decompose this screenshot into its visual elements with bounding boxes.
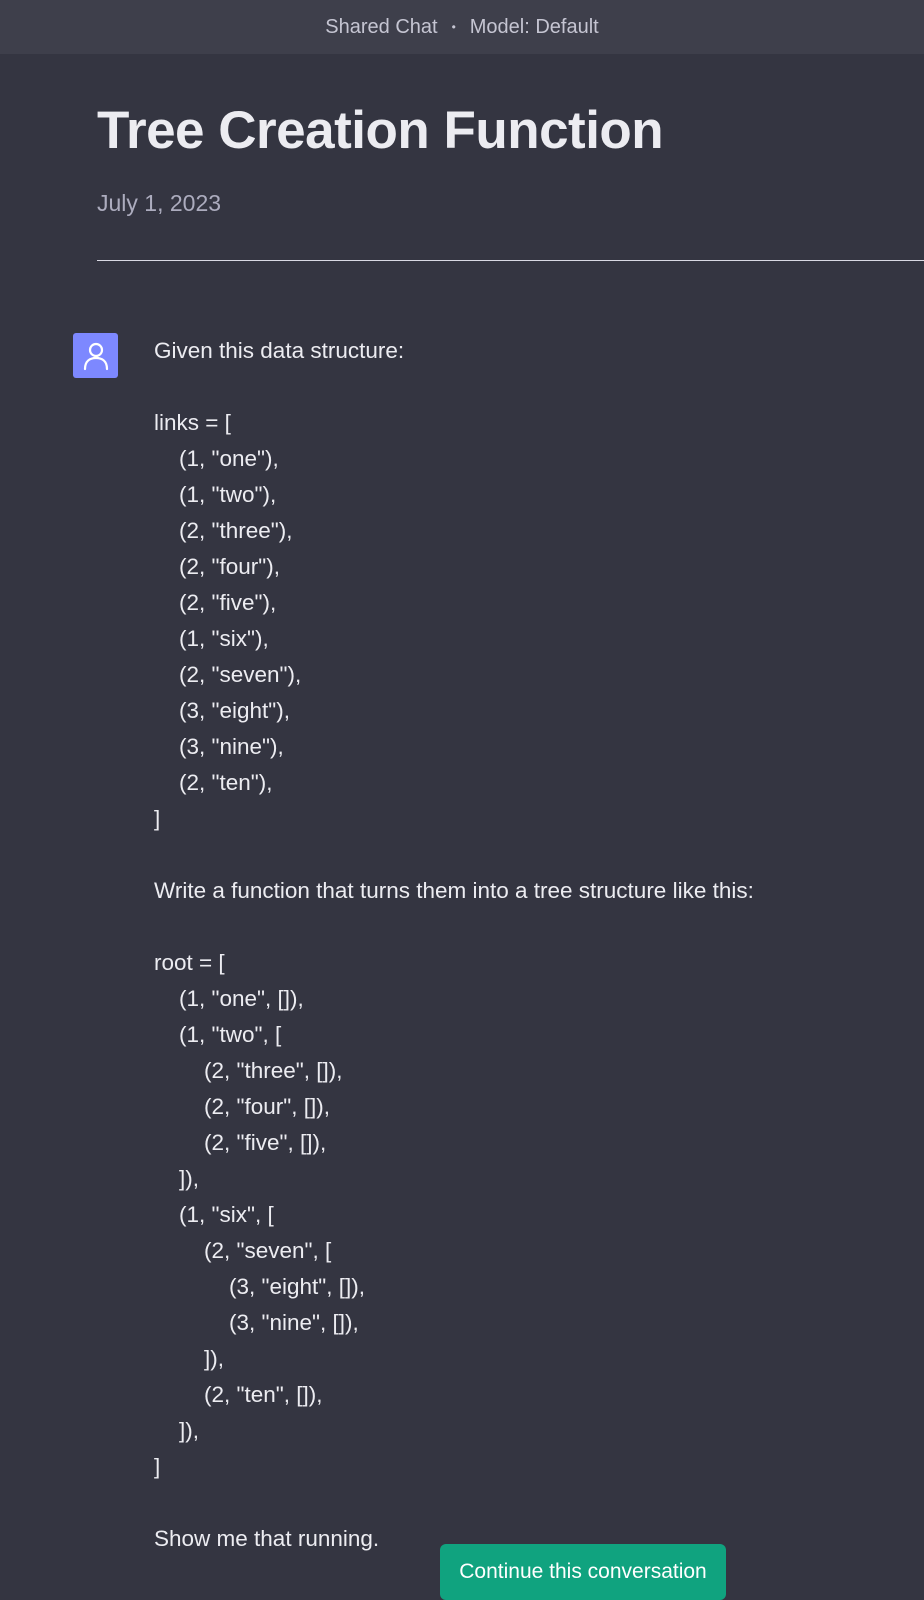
code-line: links = [ [154,410,231,435]
code-line: (2, "four"), [154,554,281,579]
top-bar [0,0,924,54]
code-line: (3, "nine"), [154,734,284,759]
page-title: Tree Creation Function [97,101,664,160]
user-message [154,333,894,1557]
code-line: (2, "five", []), [154,1130,327,1155]
header-divider [97,260,924,261]
code-line: ] [154,806,161,831]
conversation-date: July 1, 2023 [97,190,222,216]
user-icon [83,341,109,371]
code-line: (2, "ten"), [154,770,273,795]
root-code-block [154,945,894,1485]
code-line: root = [ [154,950,225,975]
code-line: (1, "two", [ [154,1022,282,1047]
spacer [154,1485,894,1521]
code-line: ]), [154,1418,199,1443]
separator-dot: • [451,20,456,34]
code-line: (2, "four", []), [154,1094,331,1119]
links-code-block [154,405,894,837]
spacer [154,909,894,945]
code-line: (1, "two"), [154,482,277,507]
code-line: (1, "six", [ [154,1202,274,1227]
code-line: (2, "seven", [ [154,1238,332,1263]
message-instruction: Write a function that turns them into a tree structure like this: [154,878,754,903]
model-label: Model: Default [469,15,599,38]
code-line: ] [154,1454,161,1479]
user-avatar [73,333,118,378]
spacer [154,837,894,873]
code-line: (2, "seven"), [154,662,302,687]
spacer [154,369,894,405]
code-line: (2, "three"), [154,518,293,543]
code-line: (3, "eight"), [154,698,291,723]
code-line: (1, "six"), [154,626,269,651]
code-line: ]), [154,1166,199,1191]
code-line: (2, "three", []), [154,1058,343,1083]
continue-conversation-button[interactable]: Continue this conversation [440,1544,726,1600]
code-line: (2, "five"), [154,590,277,615]
code-line: (1, "one"), [154,446,279,471]
code-line: (2, "ten", []), [154,1382,323,1407]
code-line: (3, "nine", []), [154,1310,359,1335]
message-intro: Given this data structure: [154,338,405,363]
shared-chat-label: Shared Chat [325,15,438,38]
code-line: (3, "eight", []), [154,1274,366,1299]
code-line: (1, "one", []), [154,986,304,1011]
message-closing: Show me that running. [154,1526,380,1551]
code-line: ]), [154,1346,225,1371]
